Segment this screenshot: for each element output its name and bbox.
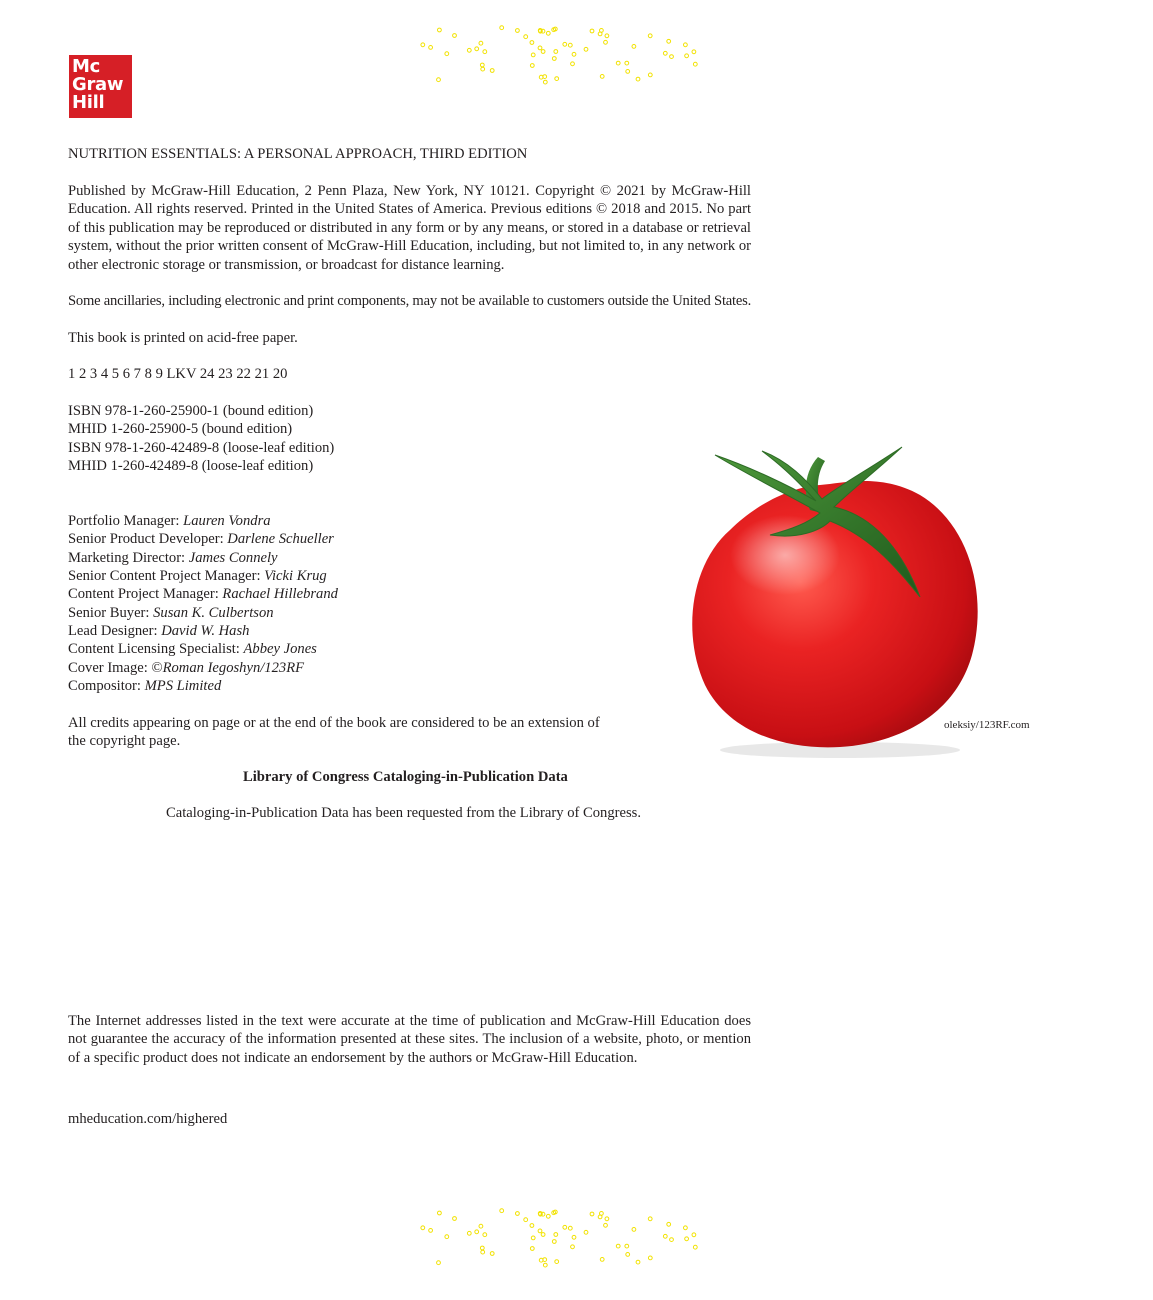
- decorative-dot: [516, 29, 520, 33]
- mcgraw-hill-logo: [69, 55, 132, 118]
- decorative-dot: [429, 46, 433, 50]
- isbn-line: MHID 1-260-25900-5 (bound edition): [68, 421, 293, 438]
- credit-line: [68, 604, 338, 622]
- tomato-highlight: [730, 515, 840, 595]
- decorative-dot: [530, 41, 534, 45]
- isbn-line: MHID 1-260-42489-8 (loose-leaf edition): [68, 458, 314, 475]
- credit-name: Susan K. Culbertson: [153, 604, 274, 621]
- decorative-dot: [429, 1229, 433, 1233]
- credit-role: Content Project Manager:: [68, 586, 223, 603]
- decorative-dot: [604, 40, 608, 44]
- decorative-dot: [605, 34, 609, 38]
- credit-role: Senior Product Developer:: [68, 531, 228, 548]
- decorative-dot: [531, 1236, 535, 1240]
- decorative-dot: [437, 1261, 441, 1265]
- decorative-dot: [568, 1226, 572, 1230]
- decorative-dot: [531, 53, 535, 57]
- credit-line: [68, 585, 338, 603]
- credits-note-line-1: All credits appearing on page or at the end of the book are considered to be an extension of: [68, 715, 600, 731]
- decorative-dot: [481, 1250, 485, 1254]
- credit-line: [68, 549, 338, 567]
- decorative-dot: [625, 61, 629, 65]
- decorative-dot: [546, 31, 550, 35]
- decorative-dot: [467, 1231, 471, 1235]
- credit-line: [68, 677, 338, 695]
- decorative-dot: [481, 67, 485, 71]
- decorative-dot: [421, 43, 425, 47]
- decorative-dot: [663, 1234, 667, 1238]
- website: mheducation.com/highered: [68, 1111, 228, 1127]
- decorative-dot: [563, 1225, 567, 1229]
- isbn-line: ISBN 978-1-260-42489-8 (loose-leaf edition): [68, 439, 335, 456]
- printing-line: 1 2 3 4 5 6 7 8 9 LKV 24 23 22 21 20: [68, 366, 288, 382]
- decorative-dot: [572, 52, 576, 56]
- isbn-list: [68, 402, 334, 476]
- credits-list: [68, 512, 338, 695]
- decorative-dot: [479, 41, 483, 45]
- decorative-dot: [546, 1214, 550, 1218]
- decorative-dot: [453, 1217, 457, 1221]
- decorative-dot: [438, 1211, 442, 1215]
- decorative-dot: [538, 1229, 542, 1233]
- decorative-dot: [437, 78, 441, 82]
- credit-name: David W. Hash: [161, 623, 250, 640]
- decorative-dot: [632, 45, 636, 49]
- credit-name: Darlene Schueller: [227, 531, 334, 548]
- decorative-dot: [543, 1263, 547, 1267]
- ancillaries-note: Some ancillaries, including electronic and print components, may not be available to customers outside the United States.: [68, 293, 752, 309]
- decorative-dot: [685, 54, 689, 58]
- logo-line: Hill: [72, 92, 105, 113]
- decorative-dot: [475, 1230, 479, 1234]
- logo-line: Graw: [72, 74, 124, 95]
- tomato-image: [670, 435, 1000, 765]
- decorative-dot: [568, 43, 572, 47]
- decorative-dot: [538, 46, 542, 50]
- decorative-dot: [584, 1230, 588, 1234]
- decorative-dot: [648, 1256, 652, 1260]
- credit-name: Vicki Krug: [264, 568, 327, 585]
- decorative-dot: [648, 34, 652, 38]
- credit-line: [68, 567, 338, 585]
- credit-role: Senior Content Project Manager:: [68, 568, 265, 585]
- decorative-dots-top: [412, 22, 702, 88]
- decorative-dot: [530, 64, 534, 68]
- decorative-dot: [590, 1212, 594, 1216]
- decorative-dot: [692, 1233, 696, 1237]
- decorative-dot: [667, 39, 671, 43]
- decorative-dot: [500, 26, 504, 30]
- decorative-dot: [670, 55, 674, 59]
- credit-line: [68, 530, 338, 548]
- credit-line: [68, 622, 338, 640]
- decorative-dot: [636, 1260, 640, 1264]
- credit-name: Lauren Vondra: [183, 513, 271, 529]
- decorative-dot: [604, 1223, 608, 1227]
- decorative-dot: [483, 1233, 487, 1237]
- decorative-dot: [693, 1245, 697, 1249]
- decorative-dot: [598, 1215, 602, 1219]
- decorative-dot: [555, 1260, 559, 1264]
- decorative-dot: [541, 50, 545, 54]
- decorative-dot: [571, 62, 575, 66]
- decorative-dot: [421, 1226, 425, 1230]
- decorative-dot: [663, 51, 667, 55]
- decorative-dots-bottom: [412, 1205, 702, 1271]
- credit-role: Compositor:: [68, 678, 145, 695]
- credit-name: Roman Iegoshyn/123RF: [162, 659, 305, 676]
- decorative-dot: [684, 1226, 688, 1230]
- decorative-dot: [490, 69, 494, 73]
- decorative-dot: [480, 1246, 484, 1250]
- credit-role: Lead Designer:: [68, 623, 162, 640]
- decorative-dot: [552, 57, 556, 61]
- credit-name: Abbey Jones: [243, 641, 317, 658]
- decorative-dot: [685, 1237, 689, 1241]
- decorative-dot: [555, 77, 559, 81]
- decorative-dot: [445, 52, 449, 56]
- decorative-dot: [626, 70, 630, 74]
- decorative-dot: [584, 47, 588, 51]
- decorative-dot: [626, 1253, 630, 1257]
- decorative-dot: [552, 1240, 556, 1244]
- credit-line: [68, 512, 338, 530]
- photo-credit: oleksiy/123RF.com: [944, 719, 1030, 731]
- cip-text: Cataloging-in-Publication Data has been requested from the Library of Congress.: [166, 805, 641, 821]
- isbn-line: ISBN 978-1-260-25900-1 (bound edition): [68, 403, 314, 419]
- decorative-dot: [616, 1244, 620, 1248]
- decorative-dot: [543, 80, 547, 84]
- book-title: NUTRITION ESSENTIALS: A PERSONAL APPROACH, THIRD EDITION: [68, 146, 528, 162]
- publisher-paragraph: Published by McGraw-Hill Education, 2 Penn Plaza, New York, NY 10121. Copyright © 2021 by McGraw-Hill Education. All rights reserved. Printed in the United States of America. Previous editions © 2018 and 2015. No part of this publication may be reproduced or distributed in any form or by any means, or stored in a database or retrieval system, without the prior written consent of McGraw-Hill Education, including, but not limited to, in any network or other electronic storage or transmission, or broadcast for distance learning.: [68, 183, 751, 273]
- decorative-dot: [479, 1224, 483, 1228]
- decorative-dot: [500, 1209, 504, 1213]
- decorative-dot: [693, 62, 697, 66]
- cip-heading: Library of Congress Cataloging-in-Publication Data: [243, 769, 568, 785]
- internet-disclaimer: The Internet addresses listed in the text were accurate at the time of publication and McGraw-Hill Education does not guarantee the accuracy of the information presented at these sites. The inclusion of a website, photo, or mention of a specific product does not indicate an endorsement by the authors or McGraw-Hill Education.: [68, 1013, 751, 1066]
- decorative-dot: [480, 63, 484, 67]
- decorative-dot: [490, 1252, 494, 1256]
- decorative-dot: [600, 1258, 604, 1262]
- credit-role: Portfolio Manager:: [68, 513, 184, 529]
- decorative-dot: [667, 1222, 671, 1226]
- decorative-dot: [572, 1235, 576, 1239]
- credit-line: [68, 659, 338, 677]
- credit-role: Marketing Director:: [68, 549, 189, 566]
- decorative-dot: [605, 1217, 609, 1221]
- paper-note: This book is printed on acid-free paper.: [68, 330, 298, 346]
- credit-name: MPS Limited: [144, 678, 222, 695]
- decorative-dot: [600, 75, 604, 79]
- decorative-dot: [483, 50, 487, 54]
- credit-role: Senior Buyer:: [68, 604, 154, 621]
- decorative-dot: [684, 43, 688, 47]
- decorative-dot: [524, 1218, 528, 1222]
- credit-role: Cover Image: ©: [68, 659, 163, 676]
- decorative-dot: [453, 34, 457, 38]
- decorative-dot: [598, 32, 602, 36]
- decorative-dot: [648, 1217, 652, 1221]
- decorative-dot: [571, 1245, 575, 1249]
- credit-line: [68, 640, 338, 658]
- decorative-dot: [554, 1233, 558, 1237]
- decorative-dot: [475, 47, 479, 51]
- decorative-dot: [648, 73, 652, 77]
- decorative-dot: [530, 1247, 534, 1251]
- decorative-dot: [636, 77, 640, 81]
- credits-note-line-2: the copyright page.: [68, 733, 181, 749]
- decorative-dot: [524, 35, 528, 39]
- decorative-dot: [541, 1233, 545, 1237]
- decorative-dot: [554, 50, 558, 54]
- decorative-dot: [438, 28, 442, 32]
- logo-line: Mc: [72, 56, 100, 77]
- decorative-dot: [670, 1238, 674, 1242]
- credit-name: Rachael Hillebrand: [222, 586, 338, 603]
- decorative-dot: [516, 1212, 520, 1216]
- decorative-dot: [632, 1228, 636, 1232]
- decorative-dot: [616, 61, 620, 65]
- decorative-dot: [445, 1235, 449, 1239]
- decorative-dot: [590, 29, 594, 33]
- decorative-dot: [467, 48, 471, 52]
- decorative-dot: [625, 1244, 629, 1248]
- credit-name: James Connely: [188, 549, 278, 566]
- decorative-dot: [692, 50, 696, 54]
- decorative-dot: [530, 1224, 534, 1228]
- decorative-dot: [563, 42, 567, 46]
- credit-role: Content Licensing Specialist:: [68, 641, 244, 658]
